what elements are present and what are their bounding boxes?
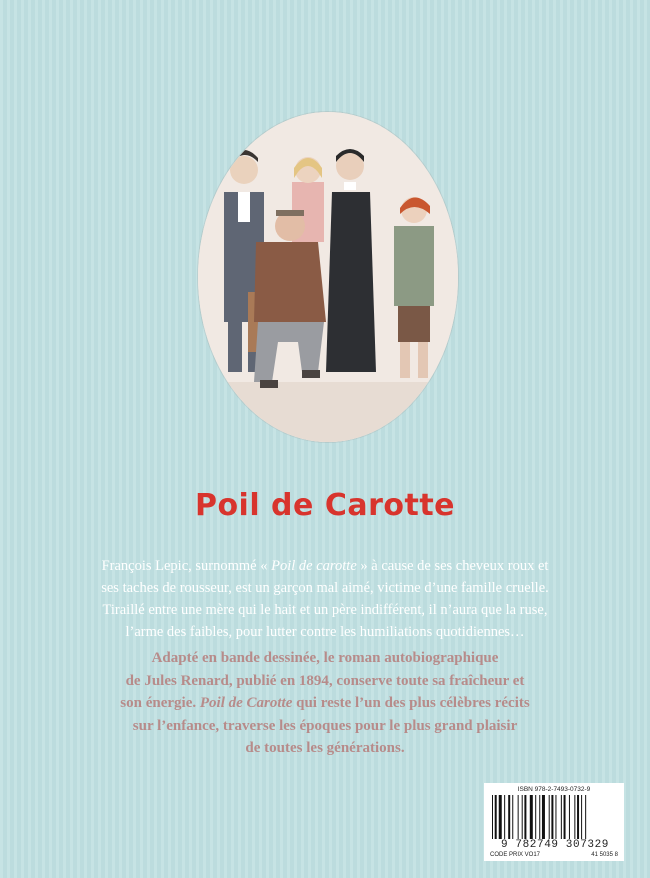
synopsis-line: François Lepic, surnommé « Poil de carotte » à cause de ses cheveux roux et bbox=[101, 558, 549, 574]
presentation-line: sur l’enfance, traverse les époques pour le plus grand plaisir bbox=[132, 717, 518, 734]
price-code-row bbox=[490, 852, 618, 858]
isbn-text: ISBN 978-2-7493-0732-9 bbox=[517, 786, 591, 793]
barcode-label bbox=[484, 783, 624, 861]
family-portrait-illustration bbox=[198, 112, 458, 442]
synopsis-paragraph bbox=[80, 555, 570, 643]
synopsis-line: Tiraillé entre une mère qui le hait et un père indifférent, il n’aura que la ruse, bbox=[102, 602, 548, 618]
book-title: Poil de Carotte bbox=[194, 488, 456, 523]
reference-code: 41 5035 8 bbox=[591, 852, 618, 858]
presentation-line: Adapté en bande dessinée, le roman autobiographique bbox=[151, 650, 499, 666]
presentation-line: de Jules Renard, publié en 1894, conserve toute sa fraîcheur et bbox=[125, 672, 525, 689]
presentation-line: son énergie. Poil de Carotte qui reste l’un des plus célèbres récits bbox=[120, 695, 530, 711]
synopsis-line: ses taches de rousseur, est un garçon mal aimé, victime d’une famille cruelle. bbox=[101, 580, 549, 596]
synopsis-line: l’arme des faibles, pour lutter contre les humiliations quotidiennes… bbox=[125, 624, 525, 640]
presentation-line: de toutes les générations. bbox=[245, 740, 405, 756]
price-code: CODE PRIX VO17 bbox=[490, 852, 541, 858]
barcode-number: 9 782749 307329 bbox=[500, 839, 610, 851]
presentation-paragraph bbox=[80, 647, 570, 760]
family-portrait-drawing bbox=[198, 112, 458, 442]
barcode-icon bbox=[492, 795, 616, 839]
